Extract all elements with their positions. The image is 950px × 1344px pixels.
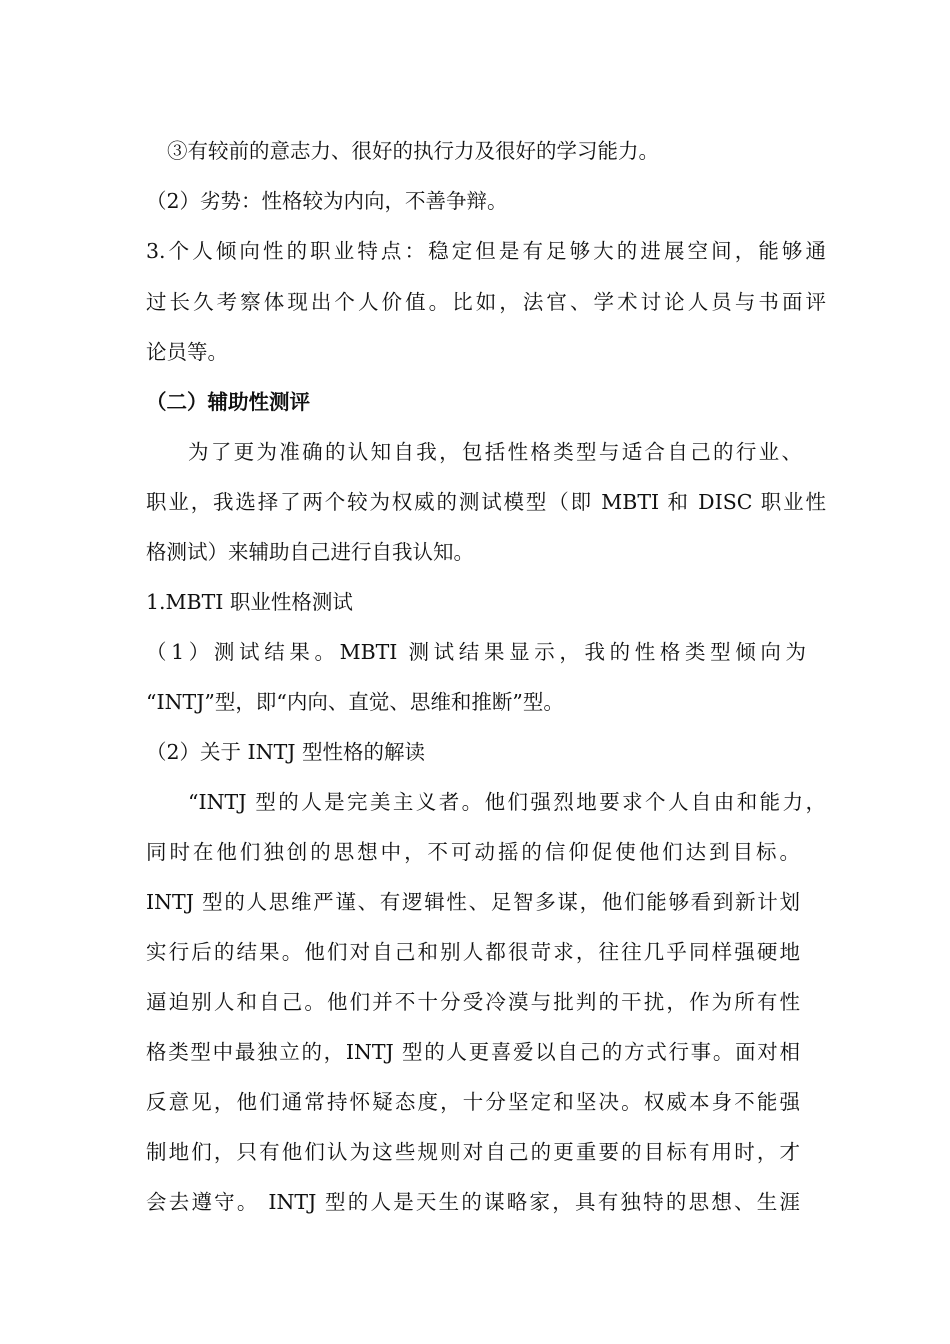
quote-line: 会去遵守。 INTJ 型的人是天生的谋略家，具有独特的思想、生涯 xyxy=(146,1190,800,1214)
subsection-heading: （2）关于 INTJ 型性格的解读 xyxy=(146,740,426,764)
paragraph-line: 论员等。 xyxy=(146,340,228,364)
list-item-strength-3: ③有较前的意志力、很好的执行力及很好的学习能力。 xyxy=(167,139,659,163)
quote-line: “INTJ 型的人是完美主义者。他们强烈地要求个人自由和能力， xyxy=(188,790,826,814)
quote-line: 逼迫别人和自己。他们并不十分受冷漠与批判的干扰，作为所有性 xyxy=(146,990,800,1014)
weakness-item: （2）劣势：性格较为内向，不善争辩。 xyxy=(146,189,508,213)
section-heading: （二）辅助性测评 xyxy=(146,390,310,414)
quote-line: 制地们，只有他们认为这些规则对自己的更重要的目标有用时，才 xyxy=(146,1140,800,1164)
paragraph-line: 格测试）来辅助自己进行自我认知。 xyxy=(146,540,474,564)
paragraph-line: 职业，我选择了两个较为权威的测试模型（即 MBTI 和 DISC 职业性 xyxy=(146,490,826,514)
paragraph-line: “INTJ”型，即“内向、直觉、思维和推断”型。 xyxy=(146,690,564,714)
quote-line: 同时在他们独创的思想中，不可动摇的信仰促使他们达到目标。 xyxy=(146,840,800,864)
quote-line: 反意见，他们通常持怀疑态度，十分坚定和坚决。权威本身不能强 xyxy=(146,1090,800,1114)
quote-line: INTJ 型的人思维严谨、有逻辑性、足智多谋，他们能够看到新计划 xyxy=(146,890,800,914)
subsection-heading: 1.MBTI 职业性格测试 xyxy=(146,590,353,614)
quote-line: 实行后的结果。他们对自己和别人都很苛求，往往几乎同样强硬地 xyxy=(146,940,800,964)
quote-line: 格类型中最独立的，INTJ 型的人更喜爱以自己的方式行事。面对相 xyxy=(146,1040,800,1064)
paragraph-line: 为了更为准确的认知自我，包括性格类型与适合自己的行业、 xyxy=(188,440,802,464)
paragraph-line: 3.个人倾向性的职业特点：稳定但是有足够大的进展空间，能够通 xyxy=(146,239,826,263)
paragraph-line: （1）测试结果。MBTI 测试结果显示，我的性格类型倾向为 xyxy=(146,640,806,664)
paragraph-line: 过长久考察体现出个人价值。比如，法官、学术讨论人员与书面评 xyxy=(146,290,826,314)
